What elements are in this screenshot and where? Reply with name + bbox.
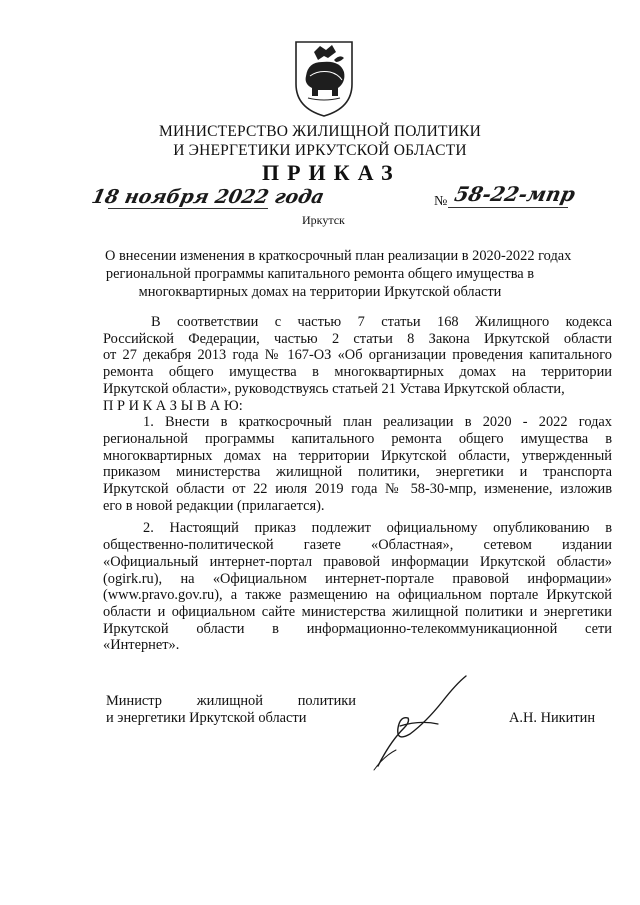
item-2-line-3: «Официальный интернет-портал правовой информации Иркутской области» [103,553,612,570]
item-2-line-6: области и официальном сайте министерства жилищной политики и энергетики [103,603,612,620]
signatory-title-line-2: и энергетики Иркутской области [106,710,307,726]
preamble-line-2: Российской Федерации, частью 2 статьи 8 Закона Иркутской области [103,330,612,347]
item-1-line-3: многоквартирных домах на территории Иркутской области, утвержденный [103,447,612,464]
city-label: Иркутск [302,213,345,227]
preamble-line-4: ремонта общего имущества в многоквартирных домах на территории [103,364,612,381]
order-word: П Р И К А З Ы В А Ю: [103,397,243,414]
subject-line-1: О внесении изменения в краткосрочный план реализации в 2020-2022 годах [105,248,572,264]
document-type-title: ПРИКАЗ [262,160,401,185]
item-2-line-2: общественно-политической газете «Областная», сетевом издании [103,537,612,554]
item-2-line-8: «Интернет». [103,637,180,654]
handwritten-signature-icon [370,672,480,772]
coat-of-arms-icon [288,36,360,120]
order-subject [105,247,572,301]
item-2-line-7: Иркутской области в информационно-телекоммуникационной сети [103,620,612,637]
subject-line-2: региональной программы капитального ремонта общего имущества в [105,266,535,282]
item-2-line-4: (ogirk.ru), на «Официальном интернет-портале правовой информации» [103,570,612,587]
subject-line-3: многоквартирных домах на территории Иркутской области [138,284,502,300]
order-body [103,314,612,654]
signatory-title-line-1: Министр жилищной политики [106,693,356,709]
preamble-line-3: от 27 декабря 2013 года № 167-ОЗ «Об организации проведения капитального [103,347,612,364]
preamble-line-5: Иркутской области», руководствуясь статьей 21 Устава Иркутской области, [103,380,565,397]
item-2-line-5: (www.pravo.gov.ru), а также размещению на официальном портале Иркутской [103,587,612,604]
item-2-line-1: 2. Настоящий приказ подлежит официальному опубликованию в [143,520,612,537]
order-number-handwritten: 58-22-мпр [452,182,578,206]
item-1-line-1: 1. Внести в краткосрочный план реализации в 2020 - 2022 годах [143,414,612,431]
ministry-name [0,122,640,160]
signatory-name: А.Н. Никитин [509,710,596,726]
order-date-handwritten: 18 ноября 2022 года [89,186,327,208]
item-1-line-5: Иркутской области от 22 июля 2019 года № 58-30-мпр, изменение, изложив [103,481,612,498]
signatory-title [106,693,356,727]
item-1-line-4: приказом министерства жилищной политики, энергетики и транспорта [103,464,612,481]
ministry-line-2: И ЭНЕРГЕТИКИ ИРКУТСКОЙ ОБЛАСТИ [173,142,467,159]
item-1-line-2: региональной программы капитального ремонта общего имущества в [103,430,612,447]
date-underline [108,208,268,209]
preamble-line-1: В соответствии с частью 7 статьи 168 Жилищного кодекса [151,314,612,330]
item-1-line-6: его в новой редакции (прилагается). [103,497,325,514]
number-underline [448,207,568,208]
number-prefix: № [434,194,448,209]
ministry-line-1: МИНИСТЕРСТВО ЖИЛИЩНОЙ ПОЛИТИКИ [158,123,482,140]
